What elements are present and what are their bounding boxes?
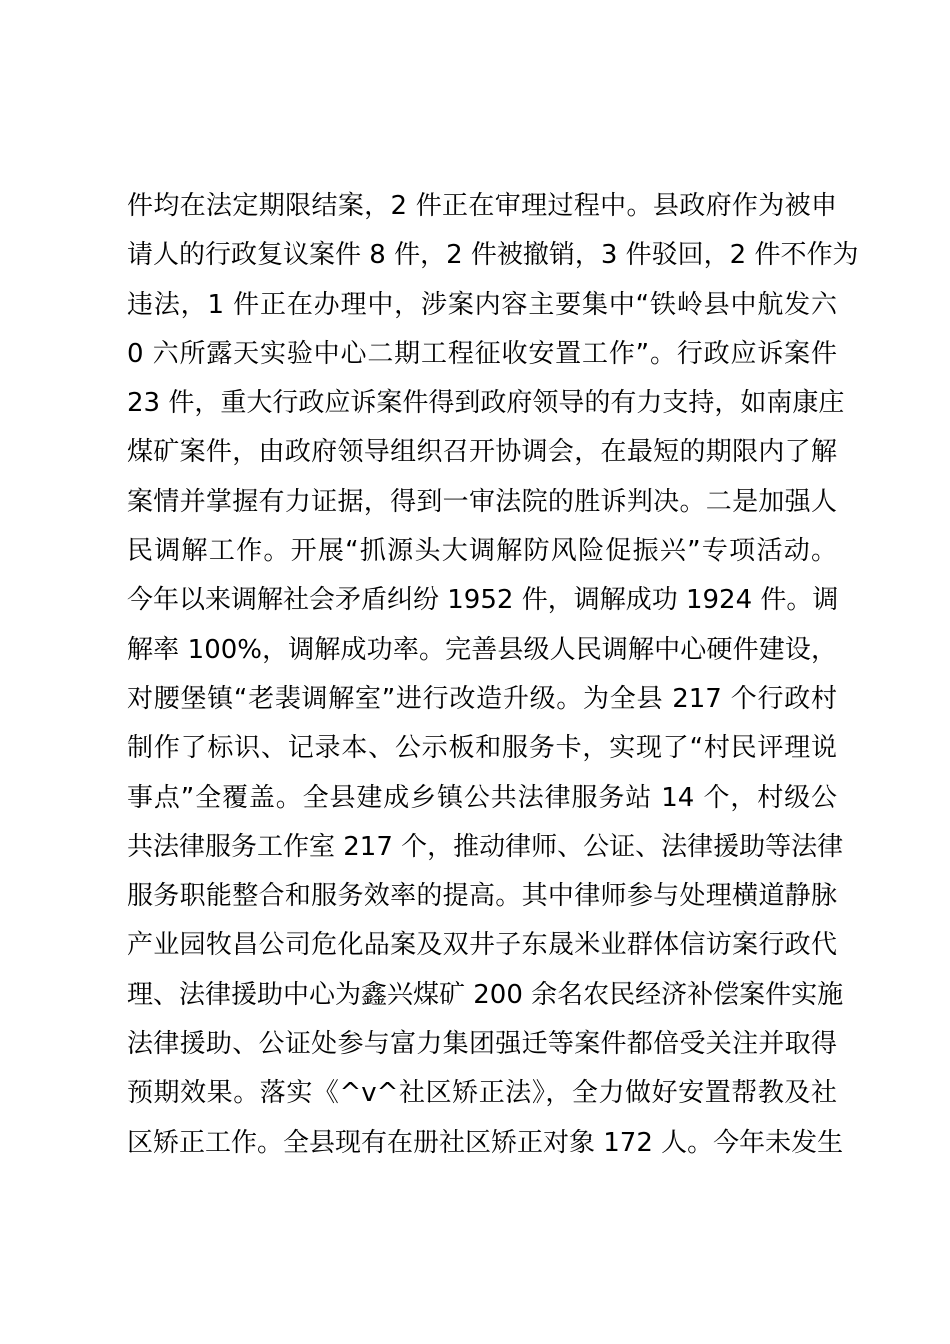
body-paragraph <box>127 182 859 1168</box>
text-line-16: 产业园牧昌公司危化品案及双井子东晟米业群体信访案行政代 <box>127 930 837 961</box>
text-line-3: 违法，1 件正在办理中，涉案内容主要集中“铁岭县中航发六 <box>127 289 837 320</box>
text-line-2: 请人的行政复议案件 8 件，2 件被撤销，3 件驳回，2 件不作为 <box>127 240 859 271</box>
text-line-17: 理、法律援助中心为鑫兴煤矿 200 余名农民经济补偿案件实施 <box>127 979 844 1010</box>
text-line-4: 0 六所露天实验中心二期工程征收安置工作”。行政应诉案件 <box>127 338 837 369</box>
text-line-5: 23 件，重大行政应诉案件得到政府领导的有力支持，如南康庄 <box>127 388 845 419</box>
text-line-11: 对腰堡镇“老裴调解室”进行改造升级。为全县 217 个行政村 <box>127 683 837 714</box>
text-line-9: 今年以来调解社会矛盾纠纷 1952 件，调解成功 1924 件。调 <box>127 585 839 616</box>
text-line-6: 煤矿案件，由政府领导组织召开协调会，在最短的期限内了解 <box>127 437 837 468</box>
text-line-19: 预期效果。落实《^v^社区矫正法》，全力做好安置帮教及社 <box>127 1078 837 1109</box>
text-line-1: 件均在法定期限结案，2 件正在审理过程中。县政府作为被申 <box>127 191 837 221</box>
text-line-15: 服务职能整合和服务效率的提高。其中律师参与处理横道静脉 <box>127 881 837 912</box>
text-line-13: 事点”全覆盖。全县建成乡镇公共法律服务站 14 个，村级公 <box>127 782 837 813</box>
text-line-10: 解率 100%，调解成功率。完善县级人民调解中心硬件建设， <box>127 634 837 665</box>
text-line-12: 制作了标识、记录本、公示板和服务卡，实现了“村民评理说 <box>127 733 837 764</box>
text-line-7: 案情并掌握有力证据，得到一审法院的胜诉判决。二是加强人 <box>127 486 837 517</box>
text-line-20: 区矫正工作。全县现有在册社区矫正对象 172 人。今年未发生 <box>127 1127 844 1158</box>
text-line-14: 共法律服务工作室 217 个，推动律师、公证、法律援助等法律 <box>127 831 844 862</box>
text-line-8: 民调解工作。开展“抓源头大调解防风险促振兴”专项活动。 <box>127 536 837 567</box>
text-line-18: 法律援助、公证处参与富力集团强迁等案件都倍受关注并取得 <box>127 1029 837 1060</box>
